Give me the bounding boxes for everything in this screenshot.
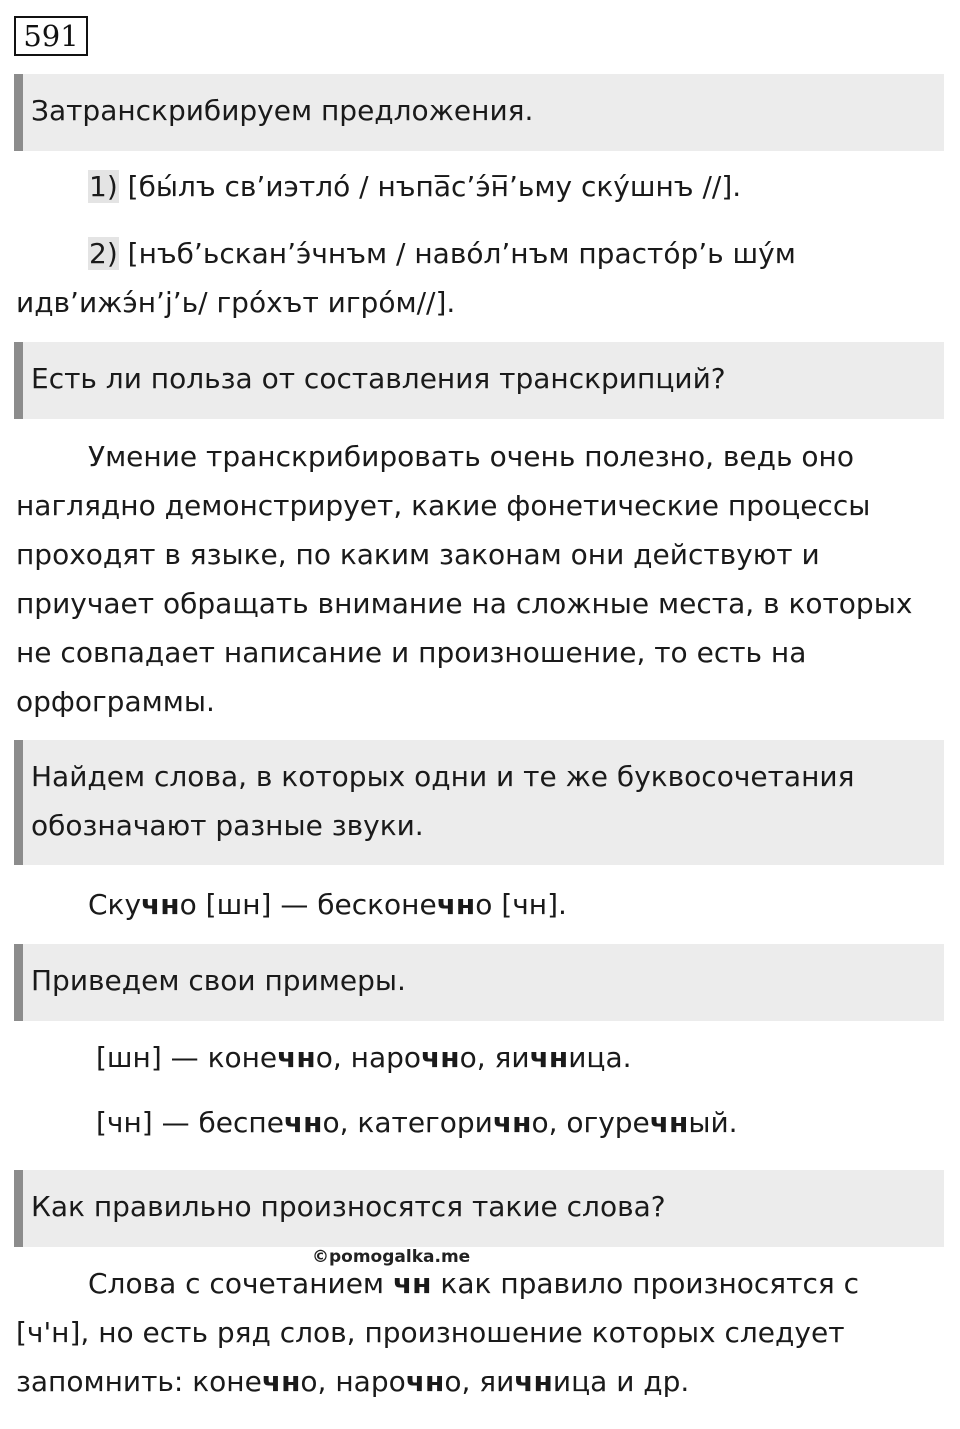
- transcription-item-2-cont: идв’ижэ́н’j’ь/ гро́хът игро́м//].: [16, 286, 456, 319]
- answer-line: не совпадает написание и произношение, то есть на: [16, 636, 807, 669]
- item-number-highlight: 1): [89, 170, 118, 203]
- question-text: Есть ли польза от составления транскрипций?: [31, 362, 726, 395]
- question-text: Затранскрибируем предложения.: [31, 94, 534, 127]
- answer-line: наглядно демонстрирует, какие фонетические процессы: [16, 489, 871, 522]
- answer-line: орфограммы.: [16, 685, 215, 718]
- question-box-own-examples: [14, 944, 944, 1021]
- question-text: обозначают разные звуки.: [31, 809, 424, 842]
- answer-line: Слова с сочетанием чн как правило произносятся с: [88, 1267, 859, 1300]
- example-row-shn: [шн] — конечно, нарочно, яичница.: [96, 1041, 632, 1074]
- watermark: ©pomogalka.me: [312, 1247, 471, 1267]
- transcription-item-1: [88, 170, 741, 203]
- question-text: Как правильно произносятся такие слова?: [31, 1190, 666, 1223]
- example-line: Скучно [шн] — бесконечно [чн].: [88, 888, 567, 921]
- transcription-item-2: [88, 237, 796, 270]
- question-box-transcribe: [14, 74, 944, 151]
- transcription-text: [бы́лъ св’иэтло́ / нъпа̅с’э́н̅’ьму ску́шнъ //].: [118, 170, 742, 203]
- transcription-text: [нъб’ьскан’э́чнъм / наво́л’нъм прасто́р’ь шу́м: [118, 237, 796, 270]
- task-number: 591: [14, 16, 88, 56]
- question-text: Найдем слова, в которых одни и те же буквосочетания: [31, 760, 855, 793]
- question-box-usefulness: [14, 342, 944, 419]
- question-box-letter-combos: [14, 740, 944, 865]
- answer-line: приучает обращать внимание на сложные места, в которых: [16, 587, 913, 620]
- answer-line: [ч'н], но есть ряд слов, произношение которых следует: [16, 1316, 845, 1349]
- answer-line: проходят в языке, по каким законам они действуют и: [16, 538, 820, 571]
- example-row-chn: [чн] — беспечно, категорично, огуречный.: [96, 1106, 738, 1139]
- question-text: Приведем свои примеры.: [31, 964, 406, 997]
- question-box-pronunciation: [14, 1170, 944, 1247]
- item-number-highlight: 2): [89, 237, 118, 270]
- answer-line: Умение транскрибировать очень полезно, ведь оно: [88, 440, 854, 473]
- answer-line: запомнить: конечно, нарочно, яичница и др.: [16, 1365, 690, 1398]
